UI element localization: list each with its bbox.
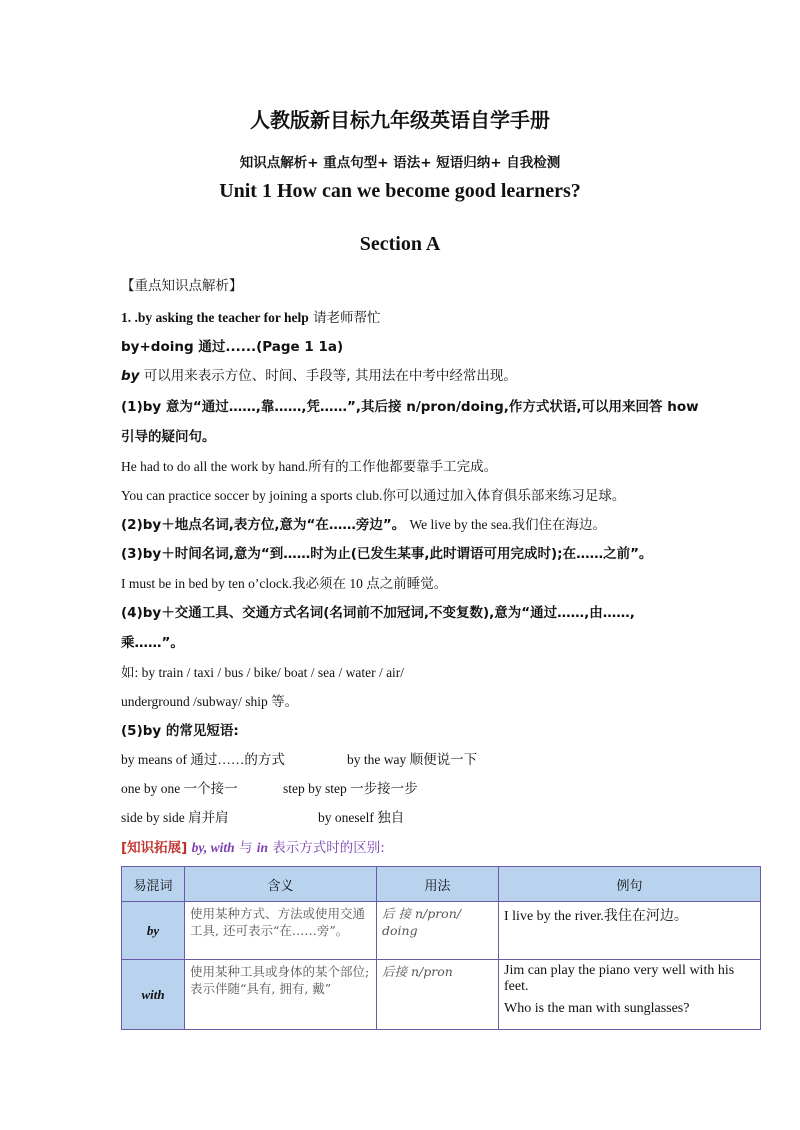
usage-cell: 后 接 n/pron/ doing <box>377 902 499 960</box>
point-4-line-1: (4)by＋交通工具、交通方式名词(名词前不加冠词,不变复数),意为“通过……,由……, <box>121 605 635 621</box>
extension-tag: [知识拓展] <box>121 840 188 856</box>
example-2: You can practice soccer by joining a sports club.你可以通过加入体育俱乐部来练习足球。 <box>121 488 626 503</box>
phrase-row <box>121 780 721 798</box>
point-2-text: (2)by＋地点名词,表方位,意为“在……旁边”。 <box>121 517 406 533</box>
by-word: by <box>121 368 140 384</box>
example-sentence: Who is the man with sunglasses? <box>504 1001 690 1016</box>
phrase: by the way 顺便说一下 <box>347 752 478 767</box>
by-intro-text: 可以用来表示方位、时间、手段等, 其用法在中考中经常出现。 <box>139 368 517 384</box>
table-row <box>122 902 761 960</box>
example-cell <box>499 902 761 960</box>
extension-in: in <box>256 840 269 855</box>
section-heading: 【重点知识点解析】 <box>121 278 243 294</box>
knowledge-extension <box>121 839 721 857</box>
phrase: one by one 一个接一 <box>121 781 238 796</box>
table-header: 例句 <box>499 867 761 902</box>
example-sentence: I live by the river.我住在河边。 <box>504 909 688 924</box>
extension-rest: 表示方式时的区别: <box>268 840 385 856</box>
word-cell: by <box>122 902 185 960</box>
item-1-english: 1. .by asking the teacher for help <box>121 310 309 325</box>
usage-cell: 后接 n/pron <box>377 960 499 1030</box>
table-row <box>122 960 761 1030</box>
extension-connector: 与 <box>234 840 257 856</box>
meaning-cell: 使用某种工具或身体的某个部位;表示伴随“具有, 拥有, 戴” <box>185 960 377 1030</box>
phrase: by means of 通过……的方式 <box>121 752 285 767</box>
meaning-cell: 使用某种方式、方法或使用交通工具, 还可表示“在……旁”。 <box>185 902 377 960</box>
point-2 <box>121 516 721 534</box>
phrase-row <box>121 751 721 769</box>
table-header: 含义 <box>185 867 377 902</box>
word-cell: with <box>122 960 185 1030</box>
example-1: He had to do all the work by hand.所有的工作他都要靠手工完成。 <box>121 459 498 474</box>
example-cell <box>499 960 761 1030</box>
by-intro <box>121 367 721 385</box>
section-title: Section A <box>359 233 441 255</box>
example-3: I must be in bed by ten o’clock.我必须在 10 点之前睡觉。 <box>121 576 448 591</box>
point-5: (5)by 的常见短语: <box>121 723 239 739</box>
point-4-example-2: underground /subway/ ship 等。 <box>121 694 299 709</box>
phrase: by oneself 独自 <box>318 810 405 825</box>
point-2-example: We live by the sea.我们住在海边。 <box>409 517 607 532</box>
phrase: step by step 一步接一步 <box>283 781 418 796</box>
item-1-chinese: 请老师帮忙 <box>313 310 381 326</box>
document-title: 人教版新目标九年级英语自学手册 <box>250 108 550 132</box>
extension-words: by, with <box>191 840 235 855</box>
document-subtitle: 知识点解析+ 重点句型+ 语法+ 短语归纳+ 自我检测 <box>239 155 561 171</box>
point-4-line-2: 乘……”。 <box>121 635 184 651</box>
point-4-example-1: 如: by train / taxi / bus / bike/ boat / sea / water / air/ <box>121 665 405 680</box>
comparison-table <box>121 866 761 1030</box>
unit-title: Unit 1 How can we become good learners? <box>219 180 581 202</box>
table-header-row <box>122 867 761 902</box>
phrase: side by side 肩并肩 <box>121 810 229 825</box>
phrase-row <box>121 809 721 827</box>
table-header: 易混词 <box>122 867 185 902</box>
table-header: 用法 <box>377 867 499 902</box>
item-1 <box>121 309 721 327</box>
item-1-subheading: by+doing 通过......(Page 1 1a) <box>121 339 344 355</box>
point-1-line-1: (1)by 意为“通过……,靠……,凭……”,其后接 n/pron/doing,作方式状语,可以用来回答 how <box>121 399 699 415</box>
point-1-line-2: 引导的疑问句。 <box>121 429 216 445</box>
example-sentence: Jim can play the piano very well with his feet. <box>504 963 735 994</box>
point-3: (3)by＋时间名词,意为“到……时为止(已发生某事,此时谓语可用完成时);在……之前”。 <box>121 546 653 562</box>
